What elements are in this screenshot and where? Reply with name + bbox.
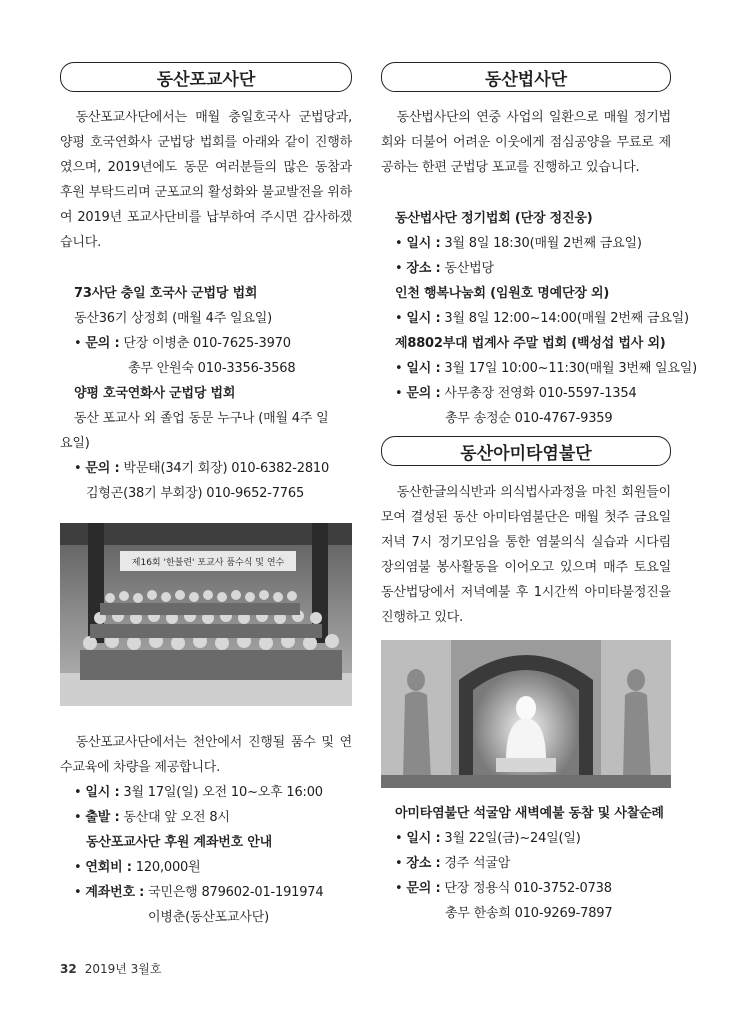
group-photo [60, 523, 352, 706]
event1-contact-key: 문의 : [85, 336, 120, 351]
support-text: 동산포교사단에서는 천안에서 진행될 품수 및 연수교육에 차량을 제공합니다. [60, 735, 352, 775]
support-depart [74, 805, 230, 830]
ev1-place [395, 256, 494, 281]
support-depart-value: 동산대 앞 오전 8시 [119, 810, 230, 825]
ev2-date-value: 3월 8일 12:00~14:00(매월 2번째 금요일) [440, 311, 689, 326]
event1-contact [74, 331, 291, 356]
issue-label: 2019년 3월호 [84, 962, 162, 976]
ev4-contact-key: 문의 : [406, 881, 441, 896]
ev1-place-key: 장소 : [406, 261, 441, 276]
ev4-contact-value: 단장 정용식 010-3752-0738 [440, 881, 612, 896]
annual-fee-key: 연회비 : [85, 860, 132, 875]
ev4-date-key: 일시 : [406, 831, 441, 846]
ev4-date [395, 826, 581, 851]
event2-contact2: 김형곤(38기 부회장) 010-9652-7765 [86, 486, 305, 501]
ev3-title: 제8802부대 법계사 주말 법회 (백성섭 법사 외) [395, 336, 666, 351]
event1-schedule: 동산36기 상정회 (매월 4주 일요일) [74, 311, 272, 326]
support-depart-key: 출발 : [85, 810, 120, 825]
ev3-date-value: 3월 17일 10:00~11:30(매월 3번째 일요일) [440, 361, 697, 376]
beopsadan-intro: 동산법사단의 연중 사업의 일환으로 매월 정기법회와 더불어 어려운 이웃에게 점심공양을 무료로 제공하는 한편 군법당 포교를 진행하고 있습니다. [381, 110, 671, 175]
ev3-contact [395, 381, 637, 406]
ev3-contact-key: 문의 : [406, 386, 441, 401]
ev1-date-key: 일시 : [406, 236, 441, 251]
annual-fee-value: 120,000원 [131, 860, 201, 875]
support-date-key: 일시 : [85, 785, 120, 800]
ev3-contact2: 총무 송정순 010-4767-9359 [445, 411, 613, 426]
pogyosadan-intro: 동산포교사단에서는 매월 충일호국사 군법당과, 양평 호국연화사 군법당 법회를 아래와 같이 진행하였으며, 2019년에도 동문 여러분들의 많은 동참과 후원 부탁드리며 군포교의 활성화와 불교발전을 위하여 2019년 포교사단비를 납부하여 주시면 감사하겠습니다. [60, 110, 352, 250]
event2-contact-value: 박문태(34기 회장) 010-6382-2810 [119, 461, 330, 476]
section-header-pogyosadan: 동산포교사단 [60, 62, 352, 92]
ev1-date-value: 3월 8일 18:30(매월 2번째 금요일) [440, 236, 642, 251]
account-holder: 이병춘(동산포교사단) [148, 910, 269, 925]
ev4-date-value: 3월 22일(금)~24일(일) [440, 831, 581, 846]
annual-fee [74, 855, 200, 880]
ev4-contact [395, 876, 612, 901]
amitayeombuldan-intro: 동산한글의식반과 의식법사과정을 마친 회원들이 모여 결성된 동산 아미타염불단은 매월 첫주 금요일 저녁 7시 정기모임을 통한 염불의식 실습과 시다림 장의염불 봉사활동을 이어오고 있으며 매주 토요일 동산법당에서 저녁예불 후 1시간씩 아미타불정진을 진행하고 있다. [381, 485, 671, 625]
ev4-place-value: 경주 석굴암 [440, 856, 511, 871]
group-photo-image [60, 523, 352, 706]
support-date [74, 780, 323, 805]
account-number [74, 880, 323, 905]
ev4-title: 아미타염불단 석굴암 새벽예불 동참 및 사찰순례 [395, 806, 664, 821]
account-number-value: 국민은행 879602-01-191974 [144, 885, 324, 900]
event1-contact2: 총무 안원숙 010-3356-3568 [128, 361, 296, 376]
ev2-date [395, 306, 689, 331]
event2-contact [74, 456, 329, 481]
section-header-amitayeombuldan: 동산아미타염불단 [381, 436, 671, 466]
account-number-key: 계좌번호 : [85, 885, 145, 900]
ev1-place-value: 동산법당 [440, 261, 494, 276]
ev4-contact2: 총무 한송희 010-9269-7897 [445, 906, 613, 921]
seokguram-photo [381, 640, 671, 788]
ev3-contact-value: 사무총장 전영화 010-5597-1354 [440, 386, 637, 401]
page-footer [60, 960, 161, 977]
event2-schedule: 동산 포교사 외 졸업 동문 누구나 (매월 4주 일 [74, 411, 329, 426]
event1-contact-value: 단장 이병춘 010-7625-3970 [119, 336, 291, 351]
ev4-place [395, 851, 510, 876]
ev2-date-key: 일시 : [406, 311, 441, 326]
section-header-beopsadan: 동산법사단 [381, 62, 671, 92]
seokguram-photo-image [381, 640, 671, 788]
ev3-date [395, 356, 697, 381]
ev3-date-key: 일시 : [406, 361, 441, 376]
ev4-place-key: 장소 : [406, 856, 441, 871]
page-number: 32 [60, 962, 77, 976]
event2-schedule-cont: 요일) [60, 436, 90, 451]
event1-title: 73사단 충일 호국사 군법당 법회 [74, 286, 258, 301]
account-title: 동산포교사단 후원 계좌번호 안내 [86, 835, 272, 850]
ev1-date [395, 231, 642, 256]
event2-contact-key: 문의 : [85, 461, 120, 476]
photo-banner-text: 제16회 '한불련' 포교사 품수식 및 연수 [131, 558, 285, 568]
support-date-value: 3월 17일(일) 오전 10~오후 16:00 [119, 785, 323, 800]
ev1-title: 동산법사단 정기법회 (단장 정진웅) [395, 211, 593, 226]
event2-title: 양평 호국연화사 군법당 법회 [74, 386, 236, 401]
ev2-title: 인천 행복나눔회 (임원호 명예단장 외) [395, 286, 610, 301]
